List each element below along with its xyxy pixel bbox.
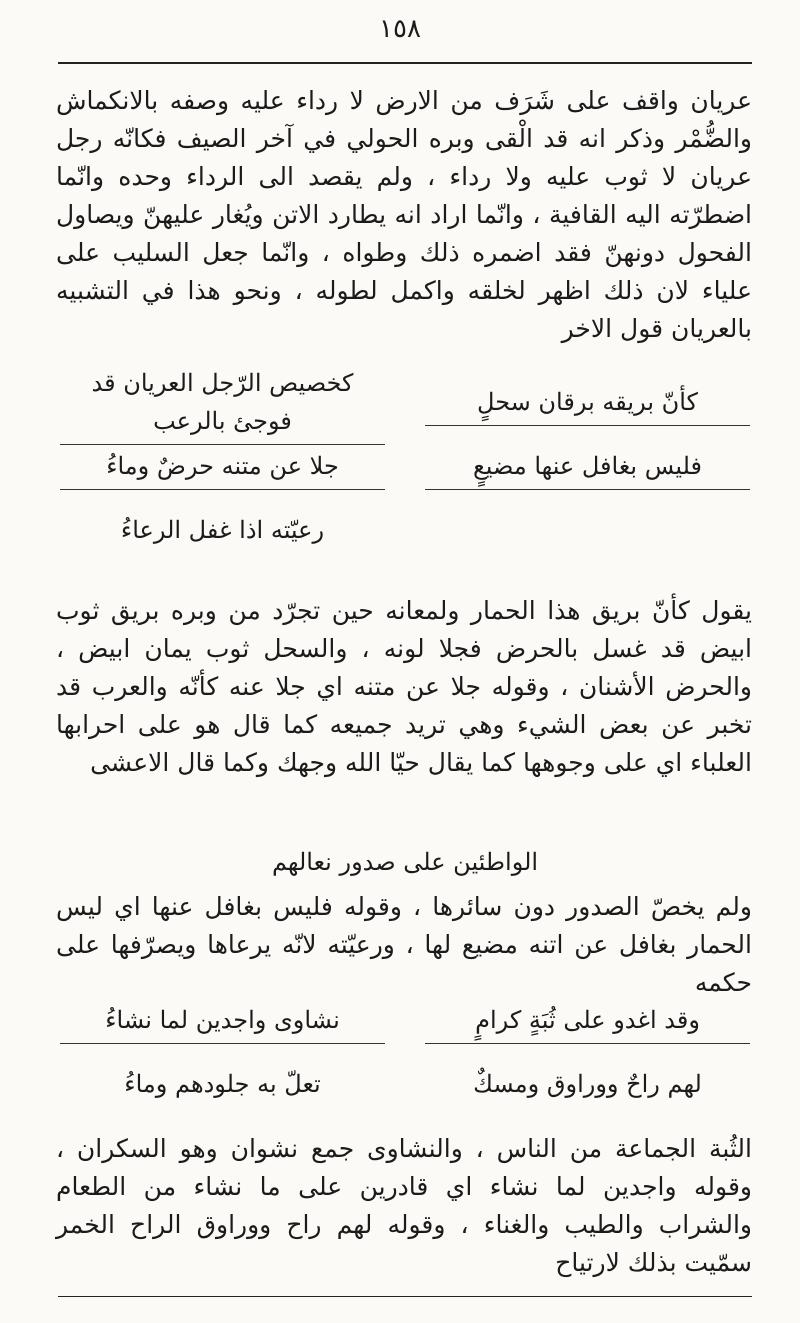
verse-row bbox=[60, 500, 750, 564]
hemistich-left: نشاوى واجدين لما نشاءُ bbox=[60, 1001, 385, 1044]
paragraph-4 bbox=[56, 1130, 752, 1282]
paragraph-1-text: عريان واقف على شَرَف من الارض لا رداء عليه وصفه بالانكماش والضُّمْر وذكر انه قد الْقى وبره الحولي في آخر الصيف فكانّه رجل عريان لا ثوب عليه ولا رداء ، ولم يقصد الى الرداء وحده وانّما اضطرّته اليه القافية ، وانّما اراد انه يطارد الاتن ويُغار عليهنّ ويصاول الفحول دونهنّ فقد اضمره ذلك وطواه ، وانّما جعل السليب على علياء لان ذلك اظهر لخلقه واكمل لطوله ، ونحو هذا في التشبيه بالعريان قول الاخر bbox=[56, 86, 752, 343]
hemistich-left: جلا عن متنه حرضٌ وماءُ bbox=[60, 447, 385, 490]
paragraph-3-text: ولم يخصّ الصدور دون سائرها ، وقوله فليس بغافل عنها اي ليس الحمار بغافل عن اتنه مضيع لها ، ورعيّته لانّه يرعاها ويصرّفها على حكمه bbox=[56, 892, 752, 997]
hemistich-left: رعيّته اذا غفل الرعاءُ bbox=[120, 516, 325, 544]
hemistich-right: وقد اغدو على ثُبَةٍ كرامٍ bbox=[425, 1001, 750, 1044]
hemistich-right: فليس بغافل عنها مضيعٍ bbox=[425, 447, 750, 490]
paragraph-2 bbox=[56, 592, 752, 782]
verse-row bbox=[60, 1054, 750, 1118]
header-rule bbox=[58, 62, 752, 64]
hemistich-left: تعلّ به جلودهم وماءُ bbox=[124, 1070, 321, 1098]
verse-row bbox=[60, 990, 750, 1054]
paragraph-3 bbox=[56, 888, 752, 1002]
verse-row bbox=[60, 368, 750, 436]
verses-group-3 bbox=[60, 990, 750, 1118]
verses-group-2 bbox=[60, 840, 750, 888]
hemistich-right: لهم راحٌ ووراوق ومسكٌ bbox=[473, 1070, 702, 1098]
footer-rule bbox=[58, 1296, 752, 1297]
hemistich-left: كخصيص الرّجل العريان قد فوجئ بالرعب bbox=[60, 364, 385, 445]
paragraph-4-text: الثُبة الجماعة من الناس ، والنشاوى جمع نشوان وهو السكران ، وقوله واجدين لما نشاء اي قادرين على ما نشاء من الطعام والشراب والطيب والغناء ، وقوله لهم راح ووراوق الراح الخمر سمّيت بذلك لارتياح bbox=[56, 1134, 752, 1277]
verse-row bbox=[60, 436, 750, 500]
hemistich-single: الواطئين على صدور نعالهم bbox=[271, 848, 539, 876]
hemistich-right: كأنّ بريقه برقان سحلٍ bbox=[425, 383, 750, 426]
page-number: ١٥٨ bbox=[379, 14, 421, 44]
verses-group-1 bbox=[60, 368, 750, 564]
hemistich-right bbox=[425, 530, 750, 534]
paragraph-1 bbox=[56, 82, 752, 348]
paragraph-2-text: يقول كأنّ بريق هذا الحمار ولمعانه حين تجرّد من وبره بريق ثوب ابيض قد غسل بالحرض فجلا لونه ، والسحل ثوب يمان ابيض ، والحرض الأشنان ، وقوله جلا عن متنه اي جلا عنه كأنّه والعرب قد تخبر عن بعض الشيء وهي تريد جميعه كما قال هو على احرابها العلباء اي على وجوهها كما يقال حيّا الله وجهك وكما قال الاعشى bbox=[56, 596, 752, 777]
verse-row bbox=[60, 840, 750, 888]
